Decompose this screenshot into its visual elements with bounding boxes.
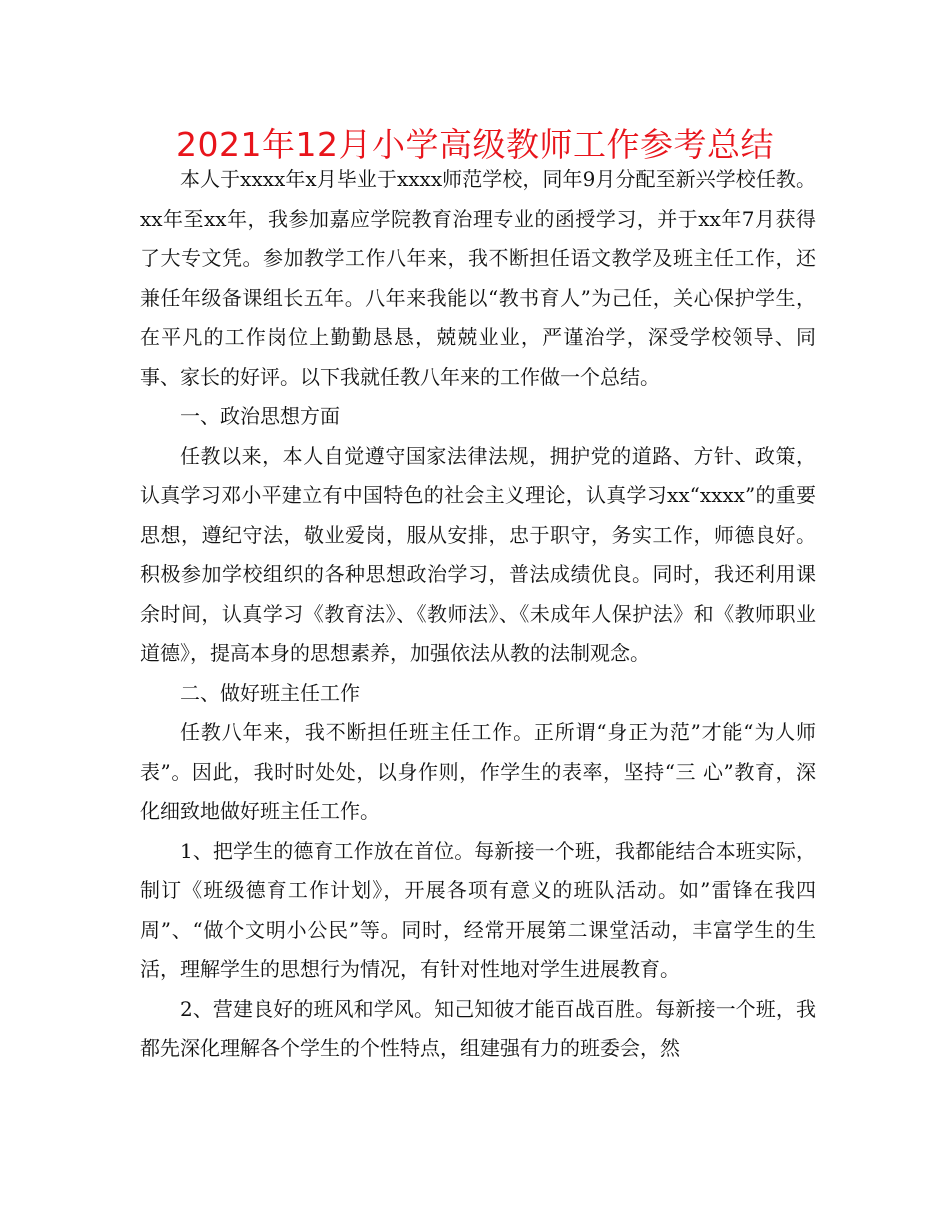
paragraph-class-teacher: 任教八年来，我不断担任班主任工作。正所谓“身正为范”才能“为人师表”。因此，我时时处处，以身作则，作学生的表率，坚持“三 心”教育，深化细致地做好班主任工作。 — [140, 720, 816, 823]
paragraph-political: 任教以来，本人自觉遵守国家法律法规，拥护党的道路、方针、政策，认真学习邓小平建立有中国特色的社会主义理论，认真学习xx“xxxx”的重要思想，遵纪守法，敬业爱岗，服从安排，忠于职守，务实工作，师德良好。积极参加学校组织的各种思想政治学习，普法成绩优良。同时，我还利用课余时间，认真学习《教育法》、《教师法》、《未成年人保护法》和《教师职业道德》，提高本身的思想素养，加强依法从教的法制观念。 — [140, 443, 816, 665]
paragraph-intro: 本人于xxxx年x月毕业于xxxx师范学校，同年9月分配至新兴学校任教。xx年至xx年，我参加嘉应学院教育治理专业的函授学习，并于xx年7月获得了大专文凭。参加教学工作八年来，我不断担任语文教学及班主任工作，还兼任年级备课组长五年。八年来我能以“教书育人”为己任，关心保护学生，在平凡的工作岗位上勤勤恳恳，兢兢业业，严谨治学，深受学校领导、同事、家长的好评。以下我就任教八年来的工作做一个总结。 — [140, 167, 816, 389]
section-heading-class-teacher: 二、做好班主任工作 — [180, 680, 360, 705]
document-body — [140, 160, 816, 1069]
paragraph-class-style: 2、营建良好的班风和学风。知己知彼才能百战百胜。每新接一个班，我都先深化理解各个学生的个性特点，组建强有力的班委会，然 — [140, 996, 816, 1060]
document-title: 2021年12月小学高级教师工作参考总结 — [176, 125, 774, 164]
section-heading-political: 一、政治思想方面 — [180, 404, 340, 428]
paragraph-moral-education: 1、把学生的德育工作放在首位。每新接一个班，我都能结合本班实际，制订《班级德育工作计划》，开展各项有意义的班队活动。如”雷锋在我四周”、“做个文明小公民”等。同时，经常开展第二课堂活动，丰富学生的生活，理解学生的思想行为情况，有针对性地对学生进展教育。 — [140, 838, 816, 981]
